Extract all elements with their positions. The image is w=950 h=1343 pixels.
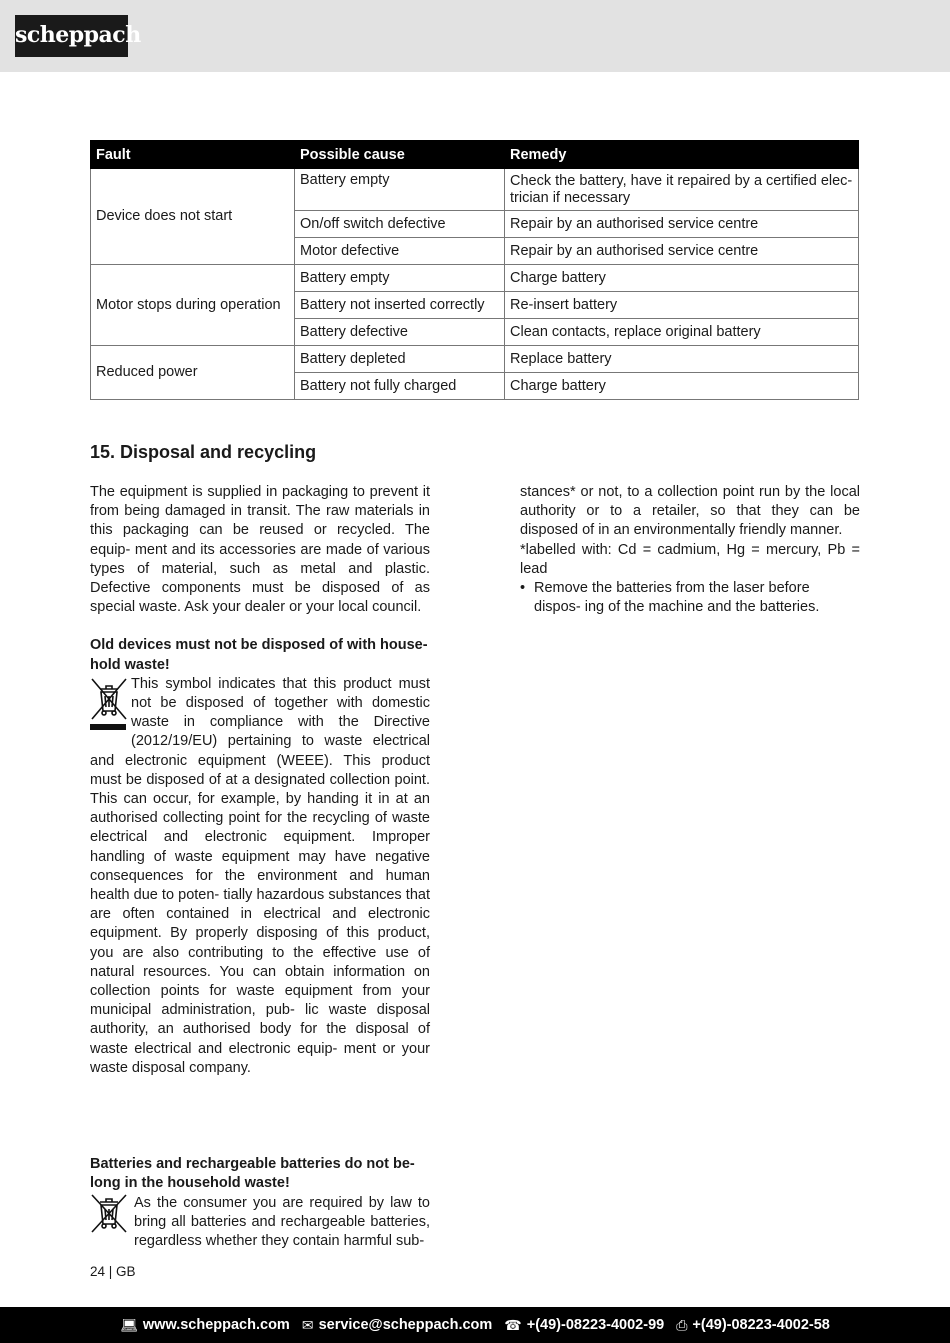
left-column xyxy=(90,483,430,1251)
cause-cell: Battery not inserted correctly xyxy=(295,292,505,319)
list-item: • Remove the batteries from the laser before dispos- ing of the machine and the batteries. xyxy=(534,579,860,617)
table-header-row xyxy=(91,141,859,169)
cause-cell: Battery defective xyxy=(295,319,505,346)
footer-email[interactable] xyxy=(302,1317,492,1334)
fax-icon: ⎙ xyxy=(676,1316,688,1333)
envelope-icon: ✉ xyxy=(301,1316,314,1333)
cause-cell: Battery empty xyxy=(295,169,505,211)
email-text: service@scheppach.com xyxy=(318,1317,493,1333)
fault-cell: Device does not start xyxy=(91,169,295,265)
remedy-cell: Clean contacts, replace original battery xyxy=(505,319,859,346)
page-number: 24 | GB xyxy=(90,1264,136,1279)
fax-text: +(49)-08223-4002-58 xyxy=(692,1317,830,1333)
footer-phone xyxy=(504,1317,664,1334)
battery-heading: Batteries and rechargeable batteries do not be- long in the household waste! xyxy=(90,1156,415,1192)
section-title: 15. Disposal and recycling xyxy=(90,442,317,462)
remedy-cell: Repair by an authorised service centre xyxy=(505,238,859,265)
fault-cell: Reduced power xyxy=(91,346,295,400)
computer-icon: 💻︎ xyxy=(120,1316,138,1333)
symbol-note: *labelled with: Cd = cadmium, Hg = mercury, Pb = lead xyxy=(520,541,860,577)
remedy-cell: Re-insert battery xyxy=(505,292,859,319)
page-footer xyxy=(0,1307,950,1343)
weee-text: This symbol indicates that this product must not be disposed of together with domestic waste in compliance with the Directive (2012/19/EU) pertaining to waste electrical and electronic equipment (WEEE). This product must be disposed of at a designated collection point. This can occur, for example, by handing it in at an authorised collecting point for the recycling of waste electrical and electronic equipment. Improper handling of waste equipment may have negative consequences for the environment and human health due to poten- tially hazardous substances that are often contained in electrical and electronic equipment. By properly disposing of this product, you are also contributing to the effective use of natural resources. You can obtain information on collection points for waste equipment from your municipal administration, pub- lic waste disposal authority, an authorised body for the disposal of waste electrical and electronic equip- ment or your waste disposal company. xyxy=(90,675,430,1076)
remedy-cell: Charge battery xyxy=(505,265,859,292)
cause-cell: Battery depleted xyxy=(295,346,505,373)
right-paragraph: stances* or not, to a collection point run by the local authority or to a retailer, so that they can be disposed of in an environmentally friendly manner. xyxy=(520,484,860,539)
page-header xyxy=(0,0,950,72)
phone-text: +(49)-08223-4002-99 xyxy=(526,1317,665,1333)
battery-block xyxy=(90,1194,430,1252)
cause-cell: Battery not fully charged xyxy=(295,373,505,400)
instruction-list xyxy=(520,579,860,617)
footer-fax xyxy=(676,1317,830,1334)
header-fault: Fault xyxy=(91,141,295,169)
table-row xyxy=(91,265,859,292)
crossed-out-bin-icon xyxy=(90,1194,128,1234)
remedy-cell: Check the battery, have it repaired by a certified elec- trician if necessary xyxy=(505,169,859,211)
weee-heading: Old devices must not be disposed of with house- hold waste! xyxy=(90,637,428,673)
header-cause: Possible cause xyxy=(295,141,505,169)
weee-block xyxy=(90,675,430,1078)
fault-cell: Motor stops during operation xyxy=(91,265,295,346)
remedy-cell: Replace battery xyxy=(505,346,859,373)
right-column xyxy=(520,483,860,617)
remedy-cell: Repair by an authorised service centre xyxy=(505,211,859,238)
cause-cell: On/off switch defective xyxy=(295,211,505,238)
header-remedy: Remedy xyxy=(505,141,859,169)
battery-text: As the consumer you are required by law to bring all batteries and rechargeable batteries, regardless whether they contain harmful sub- xyxy=(134,1194,430,1249)
footer-website[interactable] xyxy=(120,1317,290,1334)
website-text: www.scheppach.com xyxy=(142,1317,290,1333)
intro-paragraph: The equipment is supplied in packaging to prevent it from being damaged in transit. The raw materials in this packaging can be reused or recycled. The equip- ment and its accessories are made of various types of material, such as metal and plastic. Defective components must be disposed of as special waste. Ask your dealer or your local council. xyxy=(90,484,430,616)
cause-cell: Battery empty xyxy=(295,265,505,292)
table-row xyxy=(91,346,859,373)
phone-icon: ☎ xyxy=(504,1316,522,1333)
crossed-out-bin-icon xyxy=(90,675,128,733)
cause-cell: Motor defective xyxy=(295,238,505,265)
brand-logo: scheppach xyxy=(15,15,128,57)
troubleshooting-table xyxy=(90,140,859,400)
remedy-cell: Charge battery xyxy=(505,373,859,400)
table-row xyxy=(91,169,859,211)
